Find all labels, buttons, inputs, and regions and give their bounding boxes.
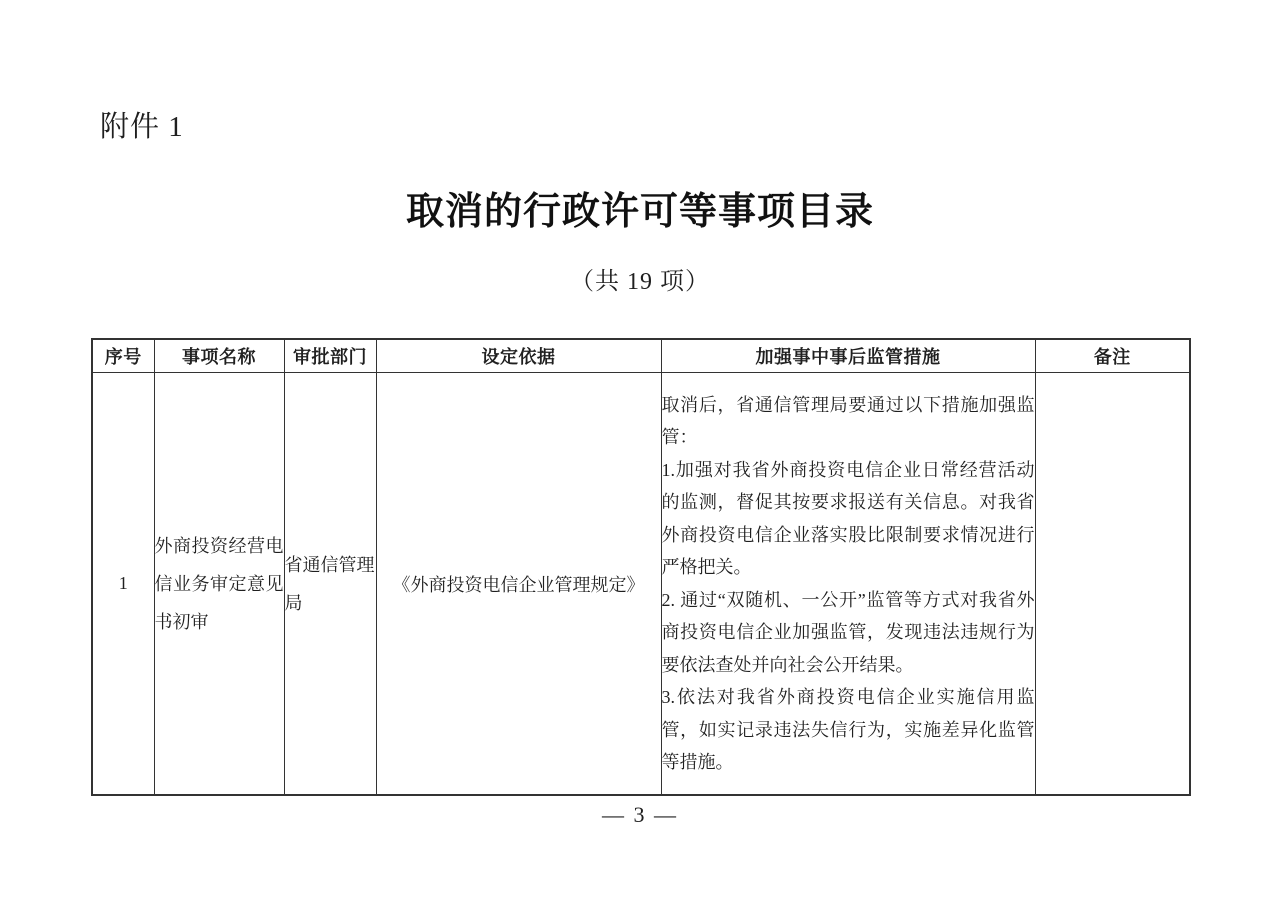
cell-item-name: 外商投资经营电信业务审定意见书初审 — [154, 373, 284, 796]
col-header-basis: 设定依据 — [376, 339, 661, 373]
col-header-approval-dept: 审批部门 — [284, 339, 376, 373]
col-header-measures: 加强事中事后监管措施 — [661, 339, 1035, 373]
col-header-remark: 备注 — [1035, 339, 1190, 373]
table-row — [92, 373, 1190, 796]
measures-paragraph-2: 2. 通过“双随机、一公开”监管等方式对我省外商投资电信企业加强监管，发现违法违规行为要依法查处并向社会公开结果。 — [661, 589, 1035, 675]
measures-paragraph-3: 3.依法对我省外商投资电信企业实施信用监管，如实记录违法失信行为，实施差异化监管等措施。 — [661, 687, 1035, 772]
cell-approval-department: 省通信管理局 — [284, 373, 376, 796]
catalog-table — [91, 338, 1191, 796]
cell-supervision-measures — [661, 373, 1035, 796]
measures-intro-paragraph: 取消后，省通信管理局要通过以下措施加强监管： — [661, 394, 1035, 447]
table-header-row — [92, 339, 1190, 373]
cell-serial-number: 1 — [92, 373, 154, 796]
page-title: 取消的行政许可等事项目录 — [405, 191, 874, 233]
col-header-item-name: 事项名称 — [154, 339, 284, 373]
col-header-no: 序号 — [92, 339, 154, 373]
cell-remark — [1035, 373, 1190, 796]
page-number: — 3 — — [602, 802, 678, 827]
measures-paragraph-1: 1.加强对我省外商投资电信企业日常经营活动的监测，督促其按要求报送有关信息。对我省外商投资电信企业落实股比限制要求情况进行严格把关。 — [661, 459, 1035, 577]
attachment-label: 附件 1 — [100, 111, 184, 143]
cell-setting-basis: 《外商投资电信企业管理规定》 — [376, 373, 661, 796]
item-count-subtitle: （共 19 项） — [570, 269, 710, 295]
